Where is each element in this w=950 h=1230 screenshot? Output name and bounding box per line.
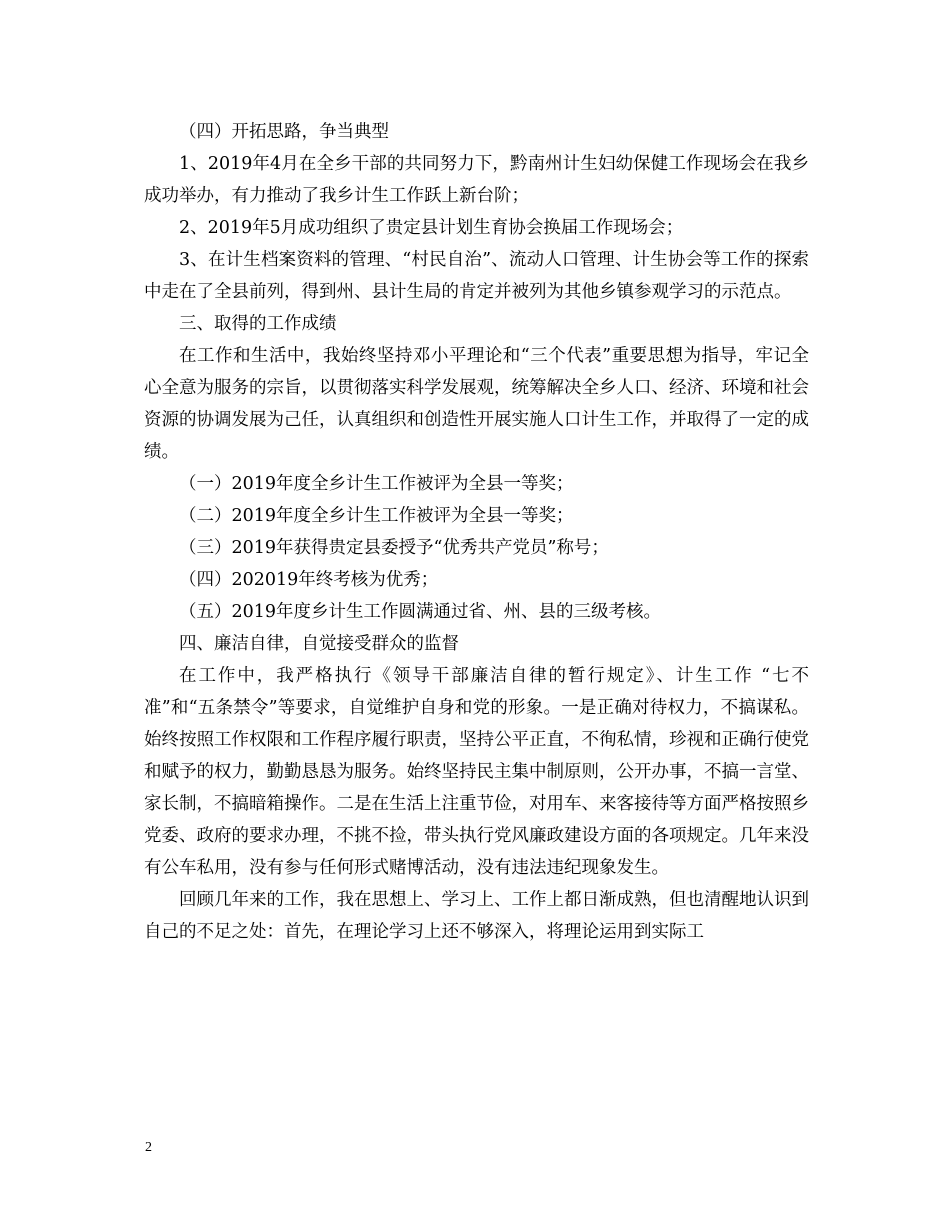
document-body — [144, 116, 809, 948]
paragraph-review: 回顾几年来的工作，我在思想上、学习上、工作上都日渐成熟，但也清醒地认识到自己的不足之处：首先，在理论学习上还不够深入，将理论运用到实际工 — [144, 890, 809, 942]
paragraph-item-2: 2、2019年5月成功组织了贵定县计划生育协会换届工作现场会； — [179, 218, 684, 238]
paragraph-item-3: 3、在计生档案资料的管理、“村民自治”、流动人口管理、计生协会等工作的探索中走在了全县前列，得到州、县计生局的肯定并被列为其他乡镇参观学习的示范点。 — [144, 250, 809, 302]
award-item-2: （二）2019年度全乡计生工作被评为全县一等奖； — [179, 506, 574, 526]
award-item-4: （四）202019年终考核为优秀； — [179, 570, 439, 590]
section-heading-achievements: 三、取得的工作成绩 — [179, 314, 337, 334]
section-heading-integrity: 四、廉洁自律，自觉接受群众的监督 — [179, 634, 459, 654]
award-item-1: （一）2019年度全乡计生工作被评为全县一等奖； — [179, 474, 574, 494]
paragraph-item-1: 1、2019年4月在全乡干部的共同努力下，黔南州计生妇幼保健工作现场会在我乡成功举办，有力推动了我乡计生工作跃上新台阶； — [144, 154, 809, 206]
award-item-3: （三）2019年获得贵定县委授予“优秀共产党员”称号； — [179, 538, 609, 558]
page-number: 2 — [145, 1140, 152, 1155]
section-heading-broaden-thinking: （四）开拓思路，争当典型 — [179, 122, 389, 142]
paragraph-integrity: 在工作中，我严格执行《领导干部廉洁自律的暂行规定》、计生工作 “七不准”和“五条禁令”等要求，自觉维护自身和党的形象。一是正确对待权力，不搞谋私。始终按照工作权限和工作程序履行职责，坚持公平正直，不徇私情，珍视和正确行使党和赋予的权力，勤勤恳恳为服务。始终坚持民主集中制原则，公开办事，不搞一言堂、家长制，不搞暗箱操作。二是在生活上注重节俭，对用车、来客接待等方面严格按照乡党委、政府的要求办理，不挑不捡，带头执行党风廉政建设方面的各项规定。几年来没有公车私用，没有参与任何形式赌博活动，没有违法违纪现象发生。 — [144, 666, 809, 878]
award-item-5: （五）2019年度乡计生工作圆满通过省、州、县的三级考核。 — [179, 602, 662, 622]
paragraph-achievements-intro: 在工作和生活中，我始终坚持邓小平理论和“三个代表”重要思想为指导，牢记全心全意为服务的宗旨，以贯彻落实科学发展观，统筹解决全乡人口、经济、环境和社会资源的协调发展为己任，认真组织和创造性开展实施人口计生工作，并取得了一定的成绩。 — [144, 346, 809, 462]
